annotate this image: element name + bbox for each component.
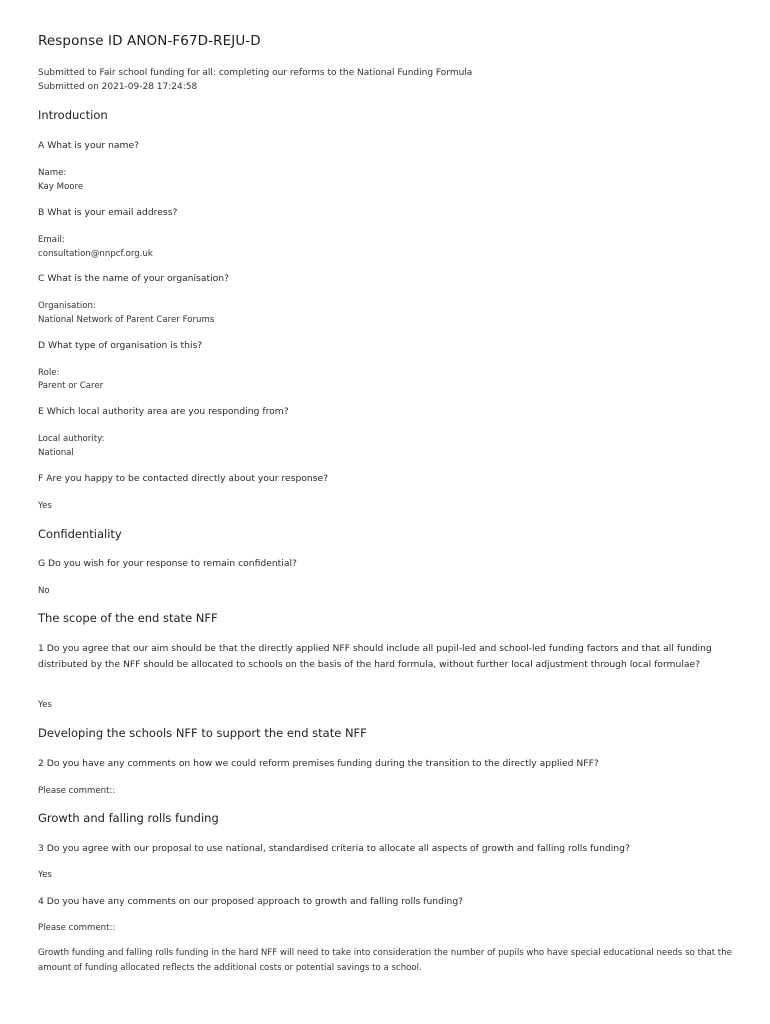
question-4-answer: Growth funding and falling rolls funding in the hard NFF will need to take into consideration the number of pupils who have special educational needs so that the amount of funding allocated reflects the additional costs or potential savings to a school.	[38, 948, 732, 973]
name-value: Kay Moore	[38, 182, 84, 192]
question-f: F Are you happy to be contacted directly about your response?	[38, 473, 329, 484]
section-heading-developing: Developing the schools NFF to support the end state NFF	[38, 726, 367, 740]
question-2: 2 Do you have any comments on how we could reform premises funding during the transition to the directly applied NFF?	[38, 758, 599, 769]
question-a: A What is your name?	[38, 140, 140, 151]
email-label: Email:	[38, 235, 65, 245]
question-b: B What is your email address?	[38, 207, 178, 218]
organisation-value: National Network of Parent Carer Forums	[38, 315, 215, 325]
email-value: consultation@nnpcf.org.uk	[38, 249, 153, 259]
question-1: 1 Do you agree that our aim should be that the directly applied NFF should include all pupil-led and school-led funding factors and that all funding distributed by the NFF should be allocated to schools on the basis of the hard formula, without further local adjustment through local formulae?	[38, 643, 712, 670]
local-authority-value: National	[38, 448, 74, 458]
section-heading-scope: The scope of the end state NFF	[38, 611, 218, 625]
role-value: Parent or Carer	[38, 381, 104, 391]
question-e: E Which local authority area are you responding from?	[38, 406, 289, 417]
organisation-label: Organisation:	[38, 301, 96, 311]
question-3: 3 Do you agree with our proposal to use national, standardised criteria to allocate all aspects of growth and falling rolls funding?	[38, 843, 630, 854]
question-3-answer: Yes	[38, 870, 52, 880]
section-heading-introduction: Introduction	[38, 108, 108, 122]
contact-answer: Yes	[38, 501, 52, 511]
section-heading-confidentiality: Confidentiality	[38, 527, 122, 541]
submitted-on-line: Submitted on 2021-09-28 17:24:58	[38, 82, 198, 92]
question-4-comment-label: Please comment::	[38, 923, 116, 933]
role-label: Role:	[38, 368, 60, 378]
question-d: D What type of organisation is this?	[38, 340, 203, 351]
response-title: Response ID ANON-F67D-REJU-D	[38, 33, 261, 49]
question-g: G Do you wish for your response to remain confidential?	[38, 558, 297, 569]
question-2-comment-label: Please comment::	[38, 786, 116, 796]
local-authority-label: Local authority:	[38, 434, 105, 444]
submitted-to-line: Submitted to Fair school funding for all: completing our reforms to the National Funding Formula	[38, 68, 473, 78]
name-label: Name:	[38, 168, 67, 178]
section-heading-growth: Growth and falling rolls funding	[38, 811, 219, 825]
question-4: 4 Do you have any comments on our proposed approach to growth and falling rolls funding?	[38, 896, 464, 907]
question-1-answer: Yes	[38, 700, 52, 710]
question-c: C What is the name of your organisation?	[38, 273, 229, 284]
confidential-answer: No	[38, 586, 50, 596]
